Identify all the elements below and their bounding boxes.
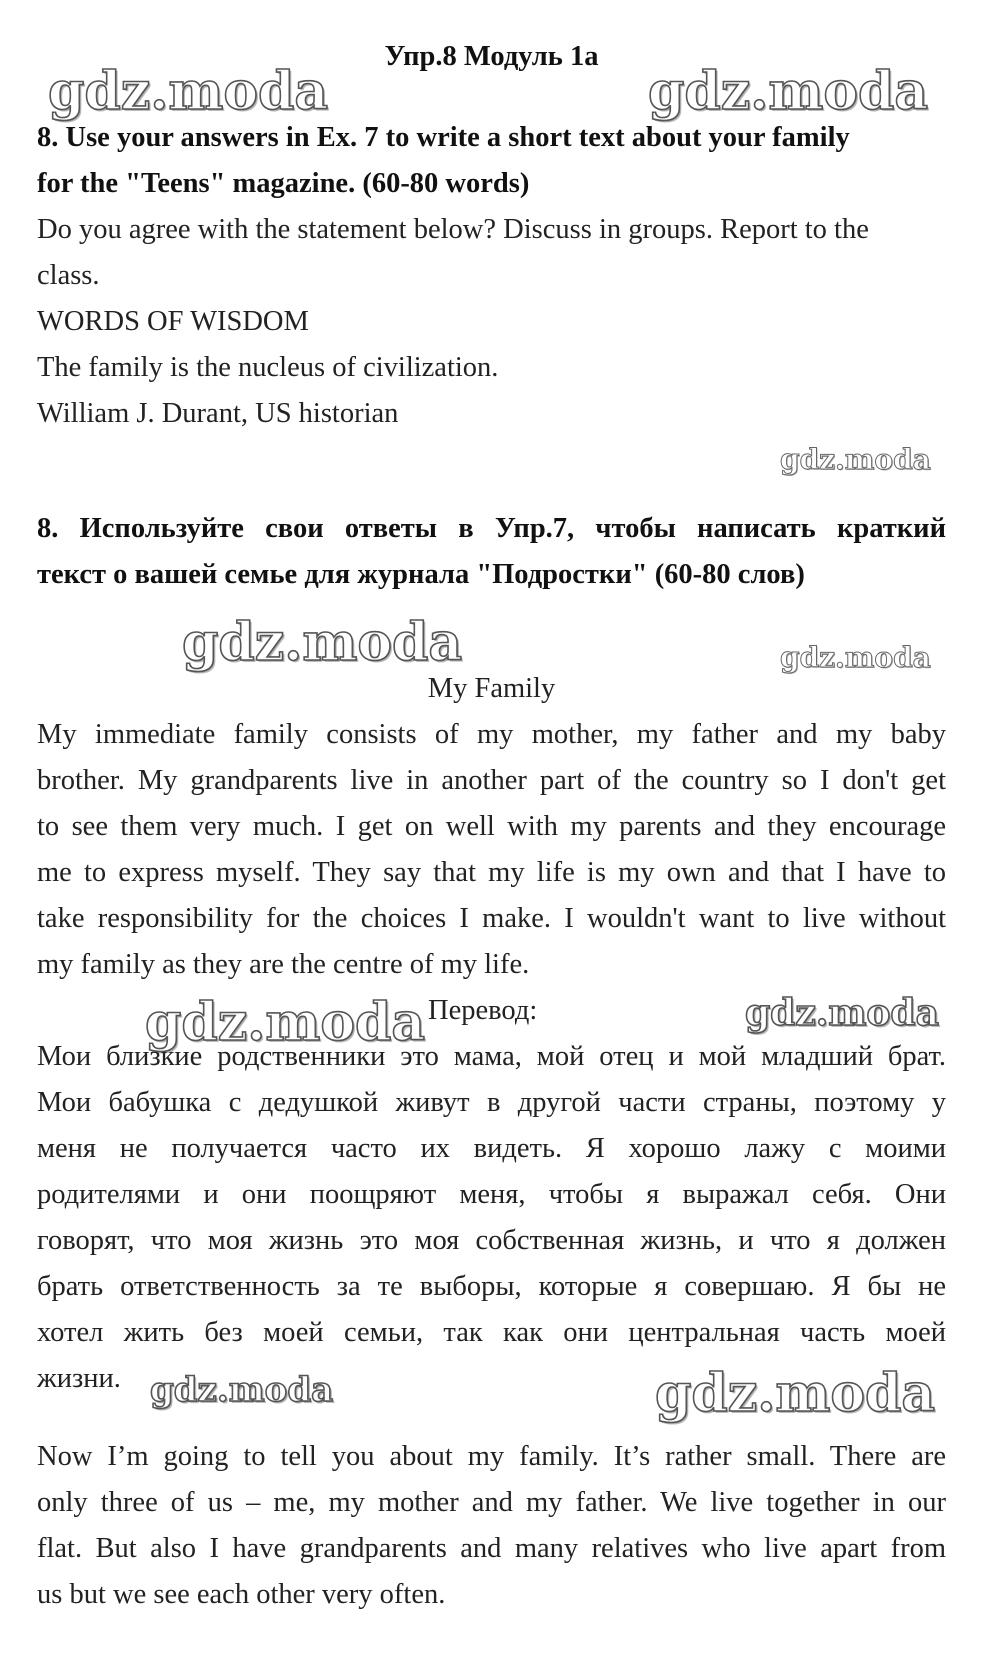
- alternative-line: only three of us – me, my mother and my father. We live together in our: [37, 1487, 946, 1518]
- essay-line: brother. My grandparents live in another part of the country so I don't get: [37, 765, 946, 796]
- watermark-logo: gdz.moda: [150, 1370, 334, 1410]
- translation-label: Перевод:: [428, 995, 538, 1026]
- essay-line: my family as they are the centre of my life.: [37, 949, 530, 980]
- translation-line: жизни.: [37, 1363, 121, 1394]
- task-en-line: 8. Use your answers in Ex. 7 to write a short text about your family: [37, 122, 850, 153]
- translation-line: Мои близкие родственники это мама, мой отец и мой младший брат.: [37, 1041, 946, 1072]
- quote-text: The family is the nucleus of civilization.: [37, 352, 499, 383]
- translation-line: брать ответственность за те выборы, которые я совершаю. Я бы не: [37, 1271, 946, 1302]
- alternative-line: flat. But also I have grandparents and many relatives who live apart from: [37, 1533, 946, 1564]
- translation-line: хотел жить без моей семьи, так как они центральная часть моей: [37, 1317, 946, 1348]
- page-title: Упр.8 Модуль 1a: [384, 41, 599, 72]
- task-prompt-line: Do you agree with the statement below? Discuss in groups. Report to the: [37, 214, 869, 245]
- watermark-logo: gdz.moda: [145, 992, 426, 1053]
- essay-line: to see them very much. I get on well with my parents and they encourage: [37, 811, 946, 842]
- watermark-logo: gdz.moda: [182, 612, 463, 673]
- task-ru-line: 8. Используйте свои ответы в Упр.7, чтобы написать краткий: [37, 513, 946, 544]
- words-of-wisdom-heading: WORDS OF WISDOM: [37, 306, 309, 337]
- translation-line: Мои бабушка с дедушкой живут в другой части страны, поэтому у: [37, 1087, 946, 1118]
- watermark-logo: gdz.moda: [648, 61, 929, 122]
- alternative-line: us but we see each other very often.: [37, 1579, 446, 1610]
- essay-line: My immediate family consists of my mother, my father and my baby: [37, 719, 946, 750]
- task-prompt-line: class.: [37, 260, 100, 291]
- watermark-logo: gdz.moda: [780, 641, 931, 674]
- translation-line: говорят, что моя жизнь это моя собственная жизнь, и что я должен: [37, 1225, 946, 1256]
- task-ru-line: текст о вашей семье для журнала "Подростки" (60-80 слов): [37, 559, 805, 590]
- essay-line: me to express myself. They say that my life is my own and that I have to: [37, 857, 946, 888]
- watermark-logo: gdz.moda: [655, 1363, 936, 1424]
- alternative-line: Now I’m going to tell you about my family. It’s rather small. There are: [37, 1441, 946, 1472]
- quote-author: William J. Durant, US historian: [37, 398, 399, 429]
- essay-title: My Family: [427, 673, 556, 704]
- translation-line: меня не получается часто их видеть. Я хорошо лажу с моими: [37, 1133, 946, 1164]
- translation-line: родителями и они поощряют меня, чтобы я выражал себя. Они: [37, 1179, 946, 1210]
- watermark-logo: gdz.moda: [745, 992, 939, 1034]
- essay-line: take responsibility for the choices I make. I wouldn't want to live without: [37, 903, 946, 934]
- watermark-logo: gdz.moda: [48, 61, 329, 122]
- task-en-line: for the "Teens" magazine. (60-80 words): [37, 168, 530, 199]
- watermark-logo: gdz.moda: [780, 443, 931, 476]
